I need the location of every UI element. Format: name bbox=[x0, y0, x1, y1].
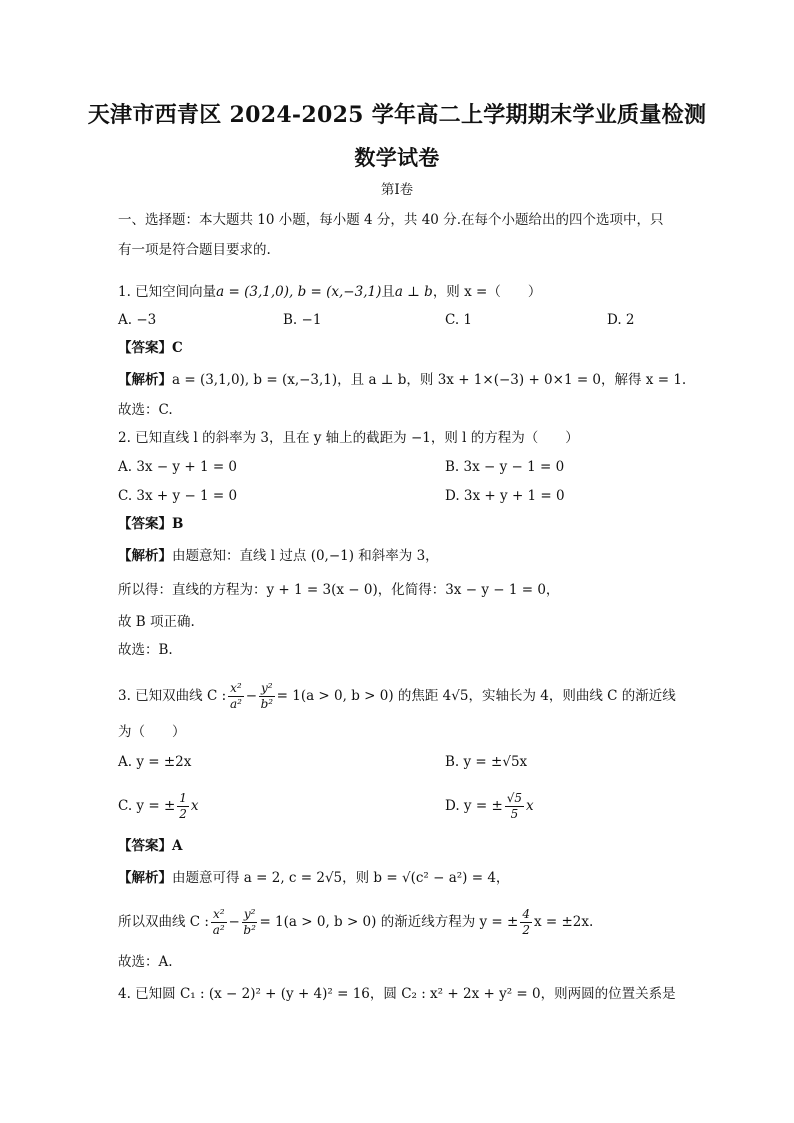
q3-stem-cond: = 1(a > 0, b > 0) 的焦距 4√5，实轴长为 4，则曲线 C 的渐近线 bbox=[276, 688, 676, 704]
q3-analysis-label: 【解析】 bbox=[118, 870, 172, 886]
q3-option-d-tail: x bbox=[526, 798, 534, 814]
q1-stem bbox=[118, 282, 541, 302]
q1-analysis-text: a = (3,1,0), b = (x,−3,1)，且 a ⊥ b，则 3x + 1×(−3) + 0×1 = 0，解得 x = 1. bbox=[172, 372, 687, 388]
q3-option-a: A. y = ±2x bbox=[118, 754, 192, 770]
q3-answer: 【答案】A bbox=[118, 838, 183, 854]
q3-line2-frac-y bbox=[242, 907, 258, 938]
q3-stem: 3. 已知双曲线 C : $\frac{\text{x²}}{\text{a²}}$ − $\frac{\text{y²}}{\text{b²}}$ = 1(a > 0, b > 0) 的焦距 4√5，实轴长为 4，则曲线 C 的渐近线 bbox=[118, 681, 676, 711]
q3-stem-prefix: 3. 已知双曲线 C : bbox=[118, 688, 227, 704]
q2-analysis-text: 由题意知：直线 l 过点 (0,−1) 和斜率为 3， bbox=[172, 548, 439, 564]
q3-line2-frac-slope bbox=[520, 907, 532, 938]
q3-line2-frac-x-num: x² bbox=[212, 907, 225, 921]
q2-option-a: A. 3x − y + 1 = 0 bbox=[118, 459, 238, 475]
q3-frac-y-num: y² bbox=[261, 681, 273, 695]
q3-line2-slope-num: 4 bbox=[522, 907, 530, 921]
q2-analysis bbox=[118, 546, 439, 566]
q3-line2-frac-y-den: b² bbox=[243, 923, 256, 937]
q1-option-b: B. −1 bbox=[283, 312, 322, 328]
q3-stem-line-2: 为（ ） bbox=[118, 724, 186, 740]
q3-option-d-text: D. y = ± bbox=[445, 798, 503, 814]
exam-title: 天津市西青区 2024-2025 学年高二上学期期末学业质量检测 bbox=[87, 102, 707, 128]
q3-option-d-num: √5 bbox=[506, 791, 523, 805]
q1-option-d: D. 2 bbox=[607, 312, 635, 328]
q1-analysis bbox=[118, 370, 686, 390]
q3-option-b: B. y = ±√5x bbox=[445, 754, 528, 770]
q1-answer: 【答案】C bbox=[118, 340, 183, 356]
q1-option-a: A. −3 bbox=[118, 312, 157, 328]
instructions-line-2: 有一项是符合题目要求的. bbox=[118, 242, 271, 258]
q1-conclusion: 故选：C. bbox=[118, 402, 173, 418]
q2-stem: 2. 已知直线 l 的斜率为 3，且在 y 轴上的截距为 −1，则 l 的方程为（ ） bbox=[118, 430, 579, 446]
q3-analysis-line-2: 所以双曲线 C : $\frac{\text{x²}}{\text{a²}}$ − $\frac{\text{y²}}{\text{b²}}$ = 1(a > 0, b > 0) 的渐近线方程为 y = ± $\frac{4}{2}$ x = ±2x. bbox=[118, 907, 594, 937]
q3-option-d-fraction bbox=[505, 791, 524, 822]
q3-option-c-fraction bbox=[177, 791, 189, 822]
q3-frac-x-den: a² bbox=[229, 697, 242, 711]
q3-analysis-text: 由题意可得 a = 2, c = 2√5，则 b = √(c² − a²) = 4， bbox=[172, 870, 510, 886]
q3-option-c-den: 2 bbox=[179, 807, 187, 821]
q3-option-c-text: C. y = ± bbox=[118, 798, 176, 814]
q1-analysis-label: 【解析】 bbox=[118, 372, 172, 388]
q4-stem: 4. 已知圆 C₁ : (x − 2)² + (y + 4)² = 16，圆 C₂ : x² + 2x + y² = 0，则两圆的位置关系是 bbox=[118, 986, 676, 1002]
instructions-line-1: 一、选择题：本大题共 10 小题，每小题 4 分，共 40 分.在每个小题给出的四个选项中，只 bbox=[118, 212, 664, 228]
q3-line2-prefix: 所以双曲线 C : bbox=[118, 914, 209, 930]
q3-frac-x-num: x² bbox=[230, 681, 242, 695]
q2-answer: 【答案】B bbox=[118, 516, 184, 532]
q3-option-c bbox=[118, 786, 199, 826]
q3-line2-frac-x bbox=[211, 907, 227, 938]
exam-subtitle: 数学试卷 bbox=[354, 145, 440, 170]
q2-conclusion: 故选：B. bbox=[118, 642, 173, 658]
q3-line2-frac-x-den: a² bbox=[212, 923, 225, 937]
q2-analysis-line-2: 所以得：直线的方程为：y + 1 = 3(x − 0)，化简得：3x − y − 1 = 0， bbox=[118, 582, 560, 598]
q2-analysis-line-3: 故 B 项正确. bbox=[118, 614, 195, 630]
q3-option-c-tail: x bbox=[190, 798, 199, 814]
q1-vectors: a = (3,1,0), b = (x,−3,1) bbox=[216, 284, 382, 300]
q2-analysis-label: 【解析】 bbox=[118, 548, 172, 564]
q1-stem-prefix: 1. 已知空间向量 bbox=[118, 284, 217, 300]
q3-line2-tail: x = ±2x. bbox=[533, 914, 594, 930]
q3-line2-suffix: = 1(a > 0, b > 0) 的渐近线方程为 y = ± bbox=[259, 914, 519, 930]
q3-line2-slope-den: 2 bbox=[522, 923, 530, 937]
section-label: 第Ⅰ卷 bbox=[380, 182, 414, 198]
q1-perp: a ⊥ b bbox=[394, 284, 433, 300]
q3-frac-y-den: b² bbox=[260, 697, 274, 711]
q3-line2-frac-y-num: y² bbox=[243, 907, 256, 921]
q3-option-d-den: 5 bbox=[510, 807, 519, 821]
q1-stem-mid: 且 bbox=[381, 284, 395, 300]
q1-stem-suffix: ，则 x =（ ） bbox=[432, 284, 542, 300]
q2-option-b: B. 3x − y − 1 = 0 bbox=[445, 459, 565, 475]
q3-analysis bbox=[118, 868, 509, 888]
q3-fraction-x bbox=[228, 681, 244, 712]
q3-fraction-y bbox=[259, 681, 275, 712]
q2-option-c: C. 3x + y − 1 = 0 bbox=[118, 488, 238, 504]
q1-option-c: C. 1 bbox=[445, 312, 473, 328]
q3-conclusion: 故选：A. bbox=[118, 954, 173, 970]
q3-option-c-num: 1 bbox=[179, 791, 187, 805]
q2-option-d: D. 3x + y + 1 = 0 bbox=[445, 488, 565, 504]
q3-option-d bbox=[445, 786, 534, 826]
